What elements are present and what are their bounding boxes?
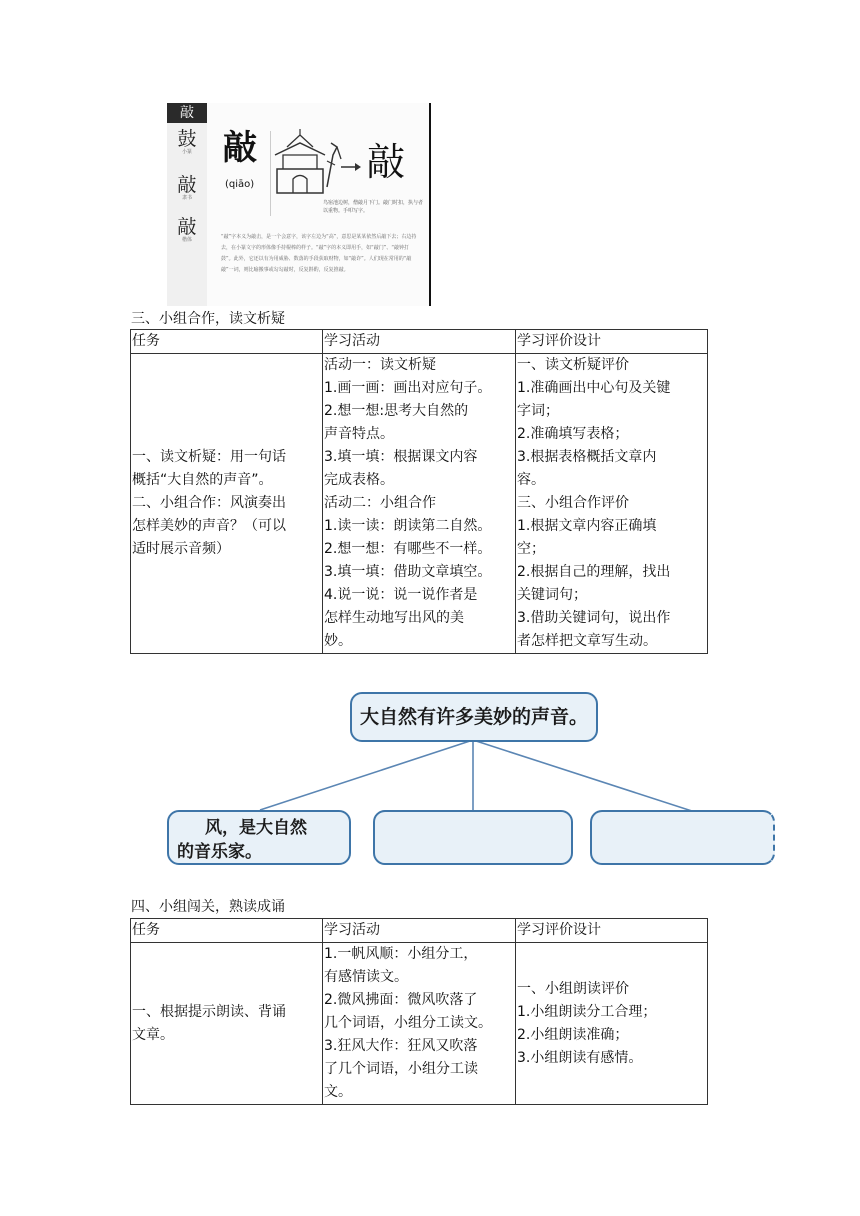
task-line: 文章。 bbox=[132, 1026, 174, 1043]
lesson-table-section3 bbox=[130, 329, 708, 654]
evaluation-line: 3.根据表格概括文章内 bbox=[517, 449, 657, 465]
activity-line: 1.读一读：朗读第二自然。 bbox=[324, 518, 492, 534]
evaluation-line: 3.小组朗读有感情。 bbox=[517, 1049, 643, 1066]
activity-cell bbox=[323, 354, 516, 654]
table-row bbox=[131, 943, 708, 1105]
evaluation-line: 一、读文析疑评价 bbox=[517, 357, 629, 373]
script-form-caption: 小篆 bbox=[181, 149, 192, 155]
activity-line: 4.说一说：说一说作者是 bbox=[324, 587, 478, 603]
table-row bbox=[131, 354, 708, 654]
header-cell: 学习评价设计 bbox=[516, 330, 708, 354]
activity-cell bbox=[323, 943, 516, 1105]
activity-line: 3.狂风大作：狂风又吹落 bbox=[324, 1038, 478, 1054]
etymology-ancient-char: 敲 bbox=[367, 140, 406, 184]
diagram-top-box bbox=[350, 692, 598, 742]
task-line: 一、读文析疑：用一句话 bbox=[132, 449, 286, 465]
activity-line: 活动一：读文析疑 bbox=[324, 357, 436, 373]
evaluation-cell bbox=[516, 943, 708, 1105]
section-heading: 三、小组合作，读文析疑 bbox=[131, 311, 285, 327]
evaluation-line: 3.借助关键词句，说出作 bbox=[517, 610, 671, 626]
diagram-left-line2: 的音乐家。 bbox=[177, 842, 262, 862]
script-form-caption: 楷体 bbox=[181, 237, 192, 243]
task-line: 二、小组合作：风演奏出 bbox=[132, 495, 286, 511]
diagram-box-middle bbox=[373, 810, 573, 865]
header-cell: 学习评价设计 bbox=[516, 919, 708, 943]
evaluation-line: 1.小组朗读分工合理； bbox=[517, 1003, 657, 1020]
script-form bbox=[171, 175, 203, 202]
evaluation-line: 者怎样把文章写生动。 bbox=[517, 633, 657, 649]
header-cell: 学习活动 bbox=[323, 330, 516, 354]
header-cell: 任务 bbox=[131, 330, 323, 354]
table-header-row bbox=[131, 330, 708, 354]
etymology-figure bbox=[167, 103, 431, 306]
evaluation-line: 2.根据自己的理解，找出 bbox=[517, 564, 671, 580]
script-form bbox=[171, 129, 203, 156]
evaluation-cell bbox=[516, 354, 708, 654]
section-heading: 四、小组闯关，熟读成诵 bbox=[131, 899, 285, 915]
activity-line: 2.想一想:思考大自然的 bbox=[324, 403, 469, 419]
activity-line: 声音特点。 bbox=[324, 426, 394, 442]
activity-line: 了几个词语，小组分工读 bbox=[324, 1061, 478, 1077]
header-cell: 任务 bbox=[131, 919, 323, 943]
lesson-table-section4 bbox=[130, 918, 708, 1105]
evaluation-line: 字词； bbox=[517, 403, 559, 419]
script-form-caption: 隶书 bbox=[181, 195, 192, 201]
activity-line: 3.填一填：借助文章填空。 bbox=[324, 564, 492, 580]
table-header-row bbox=[131, 919, 708, 943]
script-form bbox=[171, 217, 203, 244]
evaluation-line: 容。 bbox=[517, 472, 545, 488]
task-line: 一、根据提示朗读、背诵 bbox=[132, 1003, 286, 1020]
etymology-pinyin: (qiāo) bbox=[225, 179, 255, 190]
activity-line: 有感情读文。 bbox=[324, 969, 408, 985]
evaluation-line: 2.小组朗读准确； bbox=[517, 1026, 629, 1043]
activity-line: 怎样生动地写出风的美 bbox=[324, 610, 464, 626]
script-form-glyph: 敲 bbox=[177, 174, 197, 196]
task-line: 怎样美妙的声音？（可以 bbox=[132, 518, 286, 534]
etymology-description: “敲”字本义为敲击，是一个会意字，该字左边为“高”，意思是某某依然后敲下去；右边持去，在小篆文字的形体像手持棍棒的样子。“敲”字的本义即用手，如“敲门”、“敲钟打鼓”。此外，它还以有为用威胁、数落的手段获取财物，如“敲诈”。人们现在常用的“敲敲”一词，则比喻搬事或勾勾敲时，反复斟酌，反复推敲。 bbox=[221, 234, 417, 273]
evaluation-line: 1.根据文章内容正确填 bbox=[517, 518, 657, 534]
evaluation-line: 空； bbox=[517, 541, 545, 557]
diagram-left-line1: 风，是大自然 bbox=[205, 818, 307, 838]
activity-line: 妙。 bbox=[324, 633, 352, 649]
activity-line: 文。 bbox=[324, 1084, 352, 1100]
activity-line: 2.微风拂面：微风吹落了 bbox=[324, 992, 478, 1008]
etymology-caption: 鸟宿池边树，僧敲月下门。敲门时扣，执与者以重物。手叩写字。 bbox=[323, 200, 424, 214]
evaluation-line: 三、小组合作评价 bbox=[517, 495, 629, 511]
evaluation-line: 关键词句； bbox=[517, 587, 587, 603]
evaluation-line: 一、小组朗读评价 bbox=[517, 980, 629, 997]
gate-illustration bbox=[271, 125, 363, 197]
diagram-box-left bbox=[167, 810, 351, 865]
etymology-header-char: 敲 bbox=[167, 103, 207, 123]
etymology-big-char: 敲 bbox=[223, 128, 257, 168]
activity-line: 活动二：小组合作 bbox=[324, 495, 436, 511]
activity-line: 2.想一想：有哪些不一样。 bbox=[324, 541, 492, 557]
activity-line: 几个词语，小组分工读文。 bbox=[324, 1015, 492, 1031]
evaluation-line: 1.准确画出中心句及关键 bbox=[517, 380, 671, 396]
activity-line: 1.画一画：画出对应句子。 bbox=[324, 380, 492, 396]
task-cell bbox=[131, 943, 323, 1105]
task-line: 适时展示音频） bbox=[132, 541, 230, 557]
diagram-top-text: 大自然有许多美妙的声音。 bbox=[360, 706, 589, 728]
activity-line: 1.一帆风顺：小组分工， bbox=[324, 946, 478, 962]
script-form-glyph: 敲 bbox=[177, 216, 197, 238]
activity-line: 3.填一填：根据课文内容 bbox=[324, 449, 478, 465]
diagram-box-right bbox=[590, 810, 775, 865]
task-cell bbox=[131, 354, 323, 654]
header-cell: 学习活动 bbox=[323, 919, 516, 943]
activity-line: 完成表格。 bbox=[324, 472, 394, 488]
evaluation-line: 2.准确填写表格； bbox=[517, 426, 629, 442]
script-form-glyph: 鼓 bbox=[177, 128, 197, 150]
task-line: 概括“大自然的声音”。 bbox=[132, 472, 273, 488]
